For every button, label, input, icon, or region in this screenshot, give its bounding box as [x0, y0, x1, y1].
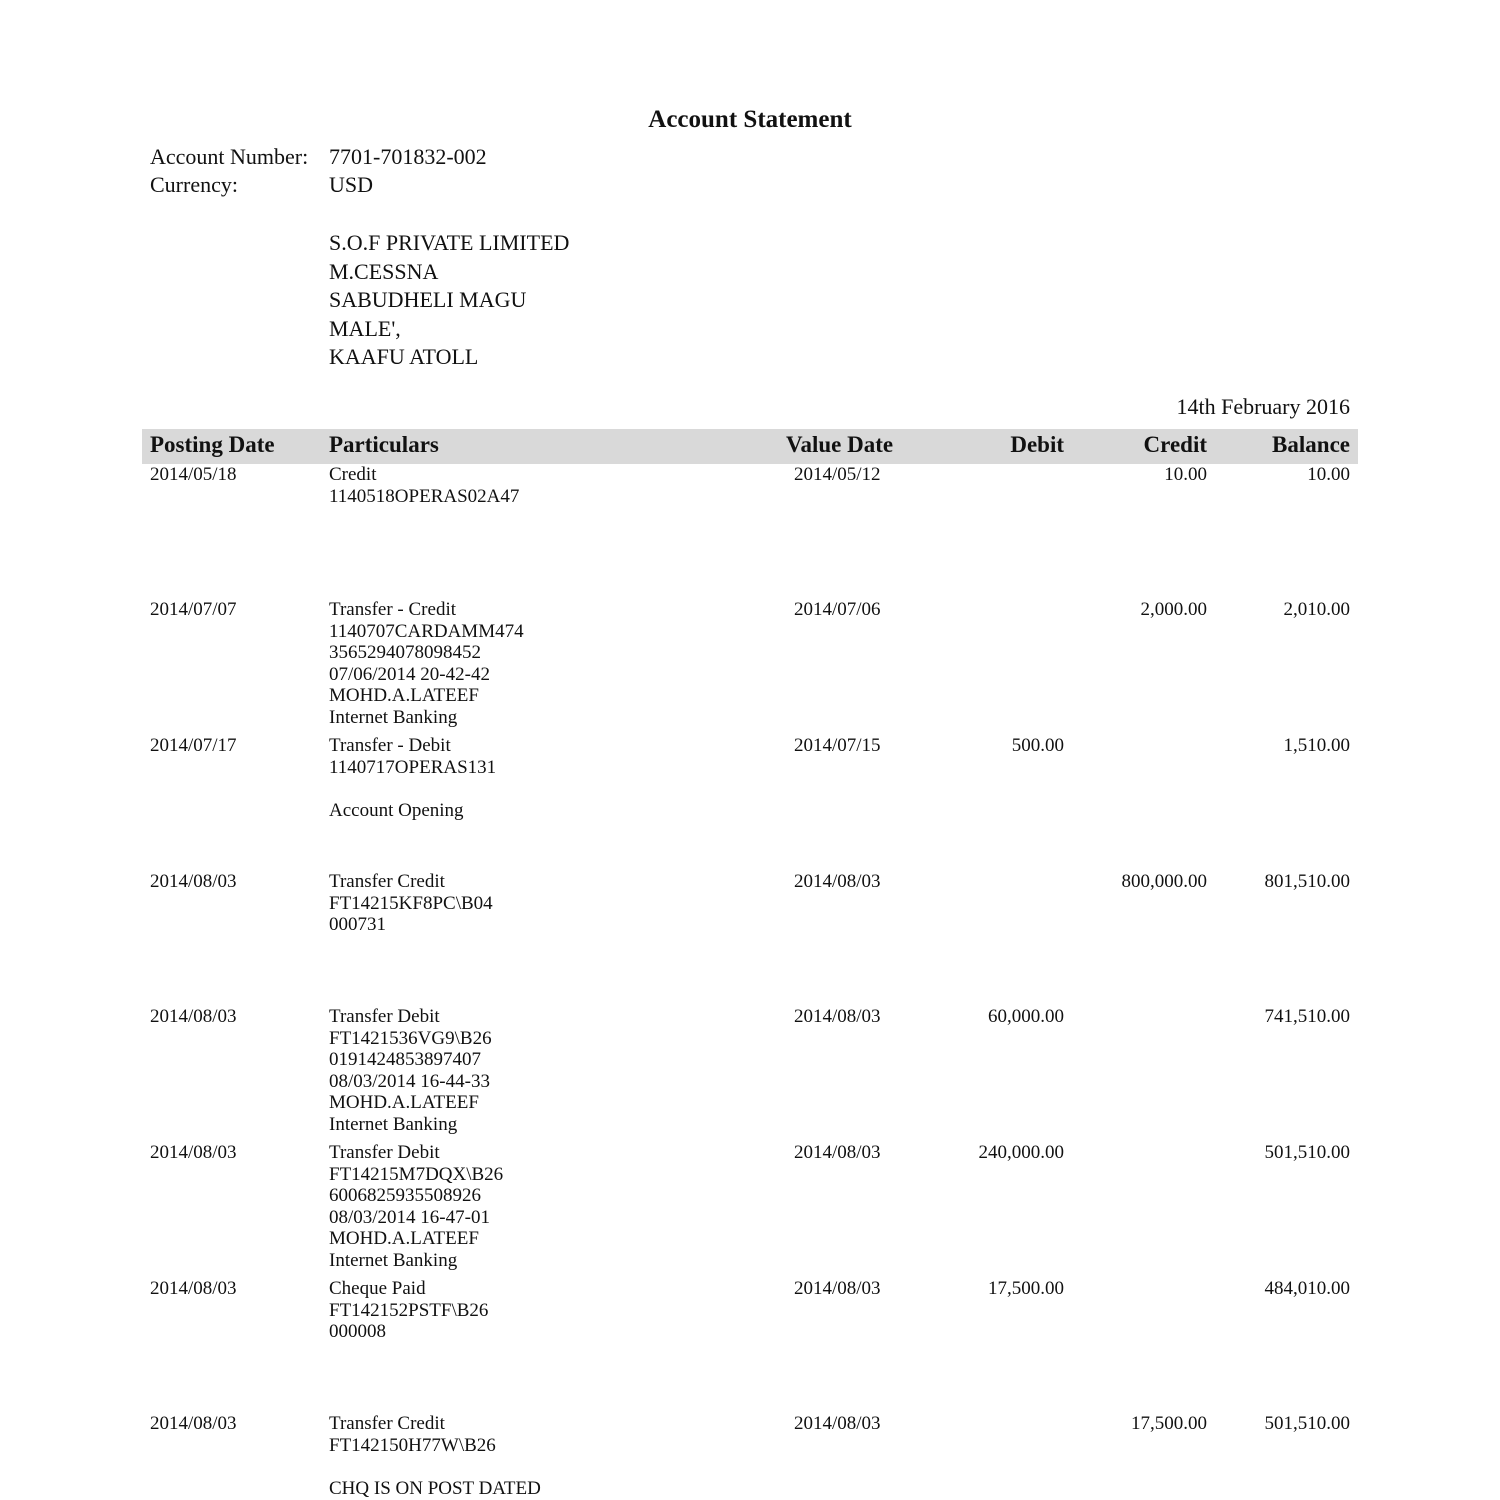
address-line: M.CESSNA: [329, 258, 439, 284]
particulars-cell: [329, 871, 493, 936]
header-value-date: Value Date: [786, 432, 894, 457]
posting-date-cell: 2014/07/07: [150, 599, 237, 620]
particulars-cell: [329, 1413, 541, 1499]
debit-cell: 60,000.00: [988, 1006, 1064, 1027]
currency-label: Currency:: [150, 172, 238, 197]
particulars-line: 07/06/2014 20-42-42: [329, 663, 490, 685]
header-posting-date: Posting Date: [150, 432, 275, 457]
particulars-line: Transfer Debit: [329, 1006, 440, 1027]
particulars-line: Transfer Debit: [329, 1142, 440, 1163]
particulars-line: 08/03/2014 16-47-01: [329, 1206, 490, 1228]
credit-cell: 800,000.00: [1121, 871, 1207, 892]
debit-cell: 500.00: [1011, 735, 1064, 756]
particulars-line: Account Opening: [329, 799, 464, 821]
posting-date-cell: 2014/08/03: [150, 871, 237, 892]
particulars-line: Transfer Credit: [329, 871, 445, 892]
header-debit: Debit: [1010, 432, 1064, 457]
particulars-cell: [329, 599, 524, 729]
particulars-line: Cheque Paid: [329, 1278, 426, 1299]
posting-date-cell: 2014/08/03: [150, 1278, 237, 1299]
particulars-spacer: [329, 1456, 541, 1478]
statement-date: 14th February 2016: [1176, 394, 1350, 419]
credit-cell: 17,500.00: [1131, 1413, 1207, 1434]
currency-value: USD: [329, 172, 374, 197]
particulars-cell: [329, 1278, 488, 1343]
balance-cell: 501,510.00: [1264, 1142, 1350, 1163]
value-date-cell: 2014/07/15: [794, 735, 881, 756]
address-line: KAAFU ATOLL: [329, 344, 479, 370]
particulars-line: Transfer - Debit: [329, 735, 451, 756]
particulars-line: MOHD.A.LATEEF: [329, 1092, 479, 1114]
balance-cell: 484,010.00: [1264, 1278, 1350, 1299]
posting-date-cell: 2014/08/03: [150, 1142, 237, 1163]
customer-address: [329, 229, 569, 372]
particulars-line: 3565294078098452: [329, 642, 481, 664]
credit-cell: 2,000.00: [1140, 599, 1207, 620]
address-line: MALE',: [329, 315, 401, 341]
particulars-line: FT142150H77W\B26: [329, 1434, 496, 1456]
value-date-cell: 2014/08/03: [794, 1413, 881, 1434]
particulars-line: 0191424853897407: [329, 1049, 481, 1071]
account-number-label: Account Number:: [150, 144, 309, 169]
particulars-cell: [329, 464, 519, 507]
debit-cell: 240,000.00: [978, 1142, 1064, 1163]
particulars-line: FT1421536VG9\B26: [329, 1027, 492, 1049]
particulars-line: Transfer Credit: [329, 1413, 445, 1434]
particulars-cell: [329, 735, 496, 821]
value-date-cell: 2014/08/03: [794, 871, 881, 892]
particulars-line: 1140518OPERAS02A47: [329, 485, 520, 507]
debit-cell: 17,500.00: [988, 1278, 1064, 1299]
balance-cell: 1,510.00: [1283, 735, 1350, 756]
particulars-line: Internet Banking: [329, 706, 458, 728]
particulars-cell: [329, 1142, 503, 1272]
particulars-line: 08/03/2014 16-44-33: [329, 1070, 490, 1092]
value-date-cell: 2014/08/03: [794, 1142, 881, 1163]
particulars-line: FT142152PSTF\B26: [329, 1299, 489, 1321]
particulars-line: 000008: [329, 1321, 386, 1343]
header-balance: Balance: [1272, 432, 1350, 457]
value-date-cell: 2014/08/03: [794, 1006, 881, 1027]
particulars-line: 1140707CARDAMM474: [329, 620, 524, 642]
posting-date-cell: 2014/08/03: [150, 1006, 237, 1027]
balance-cell: 801,510.00: [1264, 871, 1350, 892]
page-title: Account Statement: [648, 106, 852, 133]
account-number-value: 7701-701832-002: [329, 144, 487, 169]
particulars-line: 1140717OPERAS131: [329, 756, 497, 778]
particulars-line: FT14215KF8PC\B04: [329, 892, 493, 914]
balance-cell: 741,510.00: [1264, 1006, 1350, 1027]
particulars-cell: [329, 1006, 492, 1136]
particulars-line: 000731: [329, 914, 386, 936]
value-date-cell: 2014/05/12: [794, 464, 881, 485]
particulars-line: 6006825935508926: [329, 1185, 481, 1207]
particulars-line: Internet Banking: [329, 1113, 458, 1135]
particulars-line: MOHD.A.LATEEF: [329, 1228, 479, 1250]
value-date-cell: 2014/07/06: [794, 599, 881, 620]
header-credit: Credit: [1143, 432, 1207, 457]
posting-date-cell: 2014/05/18: [150, 464, 237, 485]
particulars-line: Internet Banking: [329, 1249, 458, 1271]
credit-cell: 10.00: [1164, 464, 1207, 485]
value-date-cell: 2014/08/03: [794, 1278, 881, 1299]
particulars-line: FT14215M7DQX\B26: [329, 1163, 504, 1185]
particulars-line: Credit: [329, 464, 377, 485]
header-particulars: Particulars: [329, 432, 439, 457]
posting-date-cell: 2014/08/03: [150, 1413, 237, 1434]
balance-cell: 10.00: [1307, 464, 1350, 485]
particulars-line: CHQ IS ON POST DATED: [329, 1477, 541, 1499]
address-line: S.O.F PRIVATE LIMITED: [329, 230, 570, 255]
particulars-spacer: [329, 778, 496, 800]
particulars-line: Transfer - Credit: [329, 599, 456, 620]
balance-cell: 501,510.00: [1264, 1413, 1350, 1434]
particulars-line: MOHD.A.LATEEF: [329, 685, 479, 707]
balance-cell: 2,010.00: [1283, 599, 1350, 620]
address-line: SABUDHELI MAGU: [329, 287, 527, 313]
posting-date-cell: 2014/07/17: [150, 735, 237, 756]
